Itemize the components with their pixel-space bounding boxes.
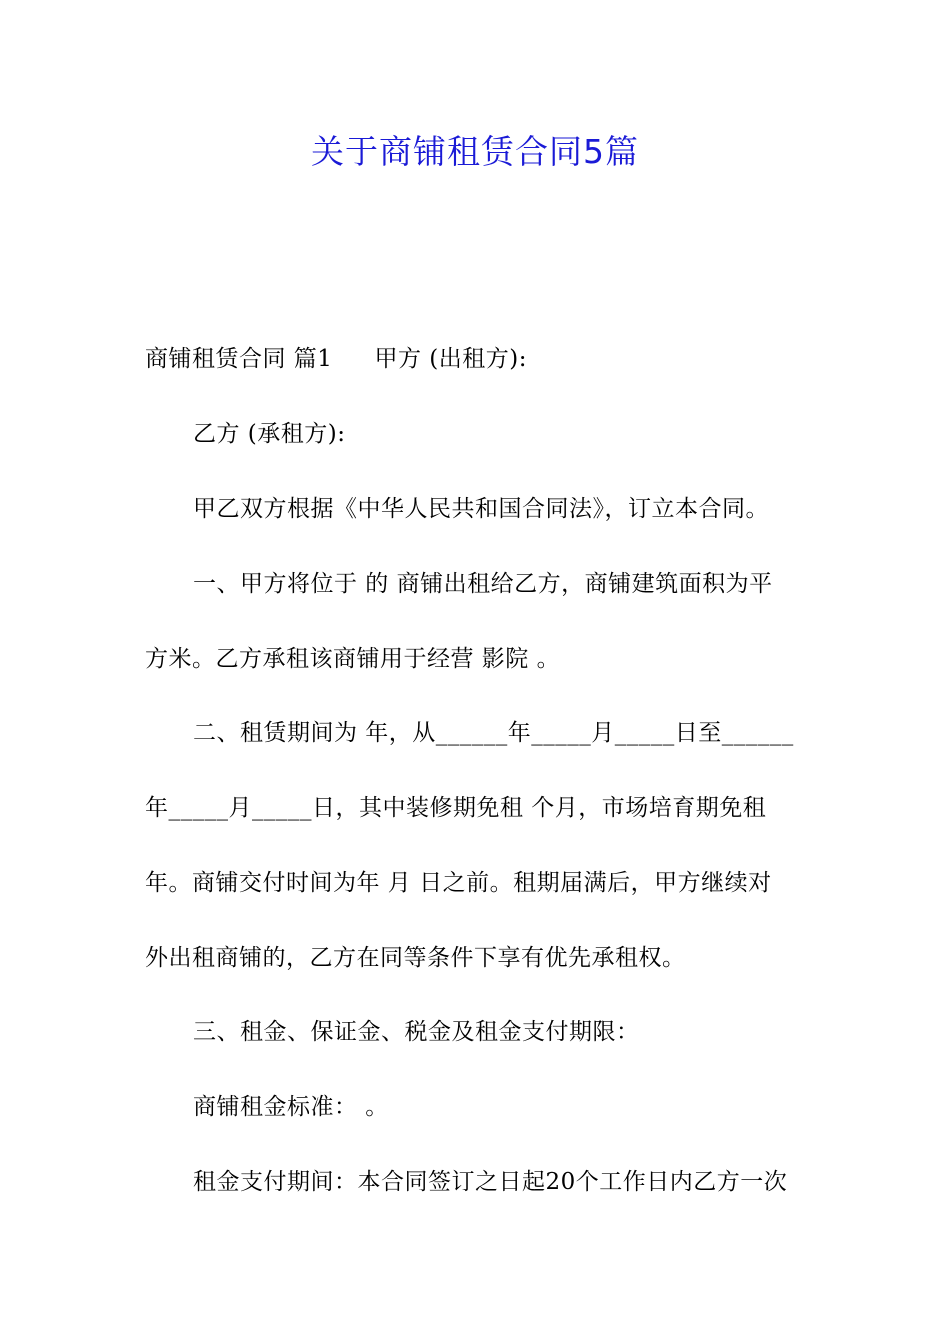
- party-b-label: 乙方 (承租方):: [193, 421, 346, 447]
- clause-1-line-1: 一、甲方将位于 的 商铺出租给乙方，商铺建筑面积为平: [193, 571, 773, 597]
- clause-2-line-2: 年_____月_____日，其中装修期免租 个月，市场培育期免租: [145, 795, 767, 821]
- rent-standard-line: 商铺租金标准： 。: [193, 1094, 389, 1120]
- contract-heading-line: [145, 342, 810, 376]
- clause-2-line-1: 二、租赁期间为 年，从______年_____月_____日至______: [193, 720, 794, 746]
- clause-1-line-2: 方米。乙方承租该商铺用于经营 影院 。: [145, 646, 561, 672]
- party-a-label: 甲方 (出租方):: [374, 346, 527, 372]
- clause-2-line-3: 年。商铺交付时间为年 月 日之前。租期届满后，甲方继续对: [145, 870, 772, 896]
- clause-2-line-4: 外出租商铺的，乙方在同等条件下享有优先承租权。: [145, 945, 686, 971]
- paragraph-basis: 甲乙双方根据《中华人民共和国合同法》，订立本合同。: [193, 496, 769, 522]
- contract-heading: 商铺租赁合同 篇1: [145, 346, 333, 372]
- rent-payment-line: 租金支付期间：本合同签订之日起20个工作日内乙方一次: [193, 1169, 788, 1195]
- document-title: 关于商铺租赁合同5篇: [311, 132, 639, 171]
- clause-3-heading: 三、租金、保证金、税金及租金支付期限：: [193, 1019, 640, 1045]
